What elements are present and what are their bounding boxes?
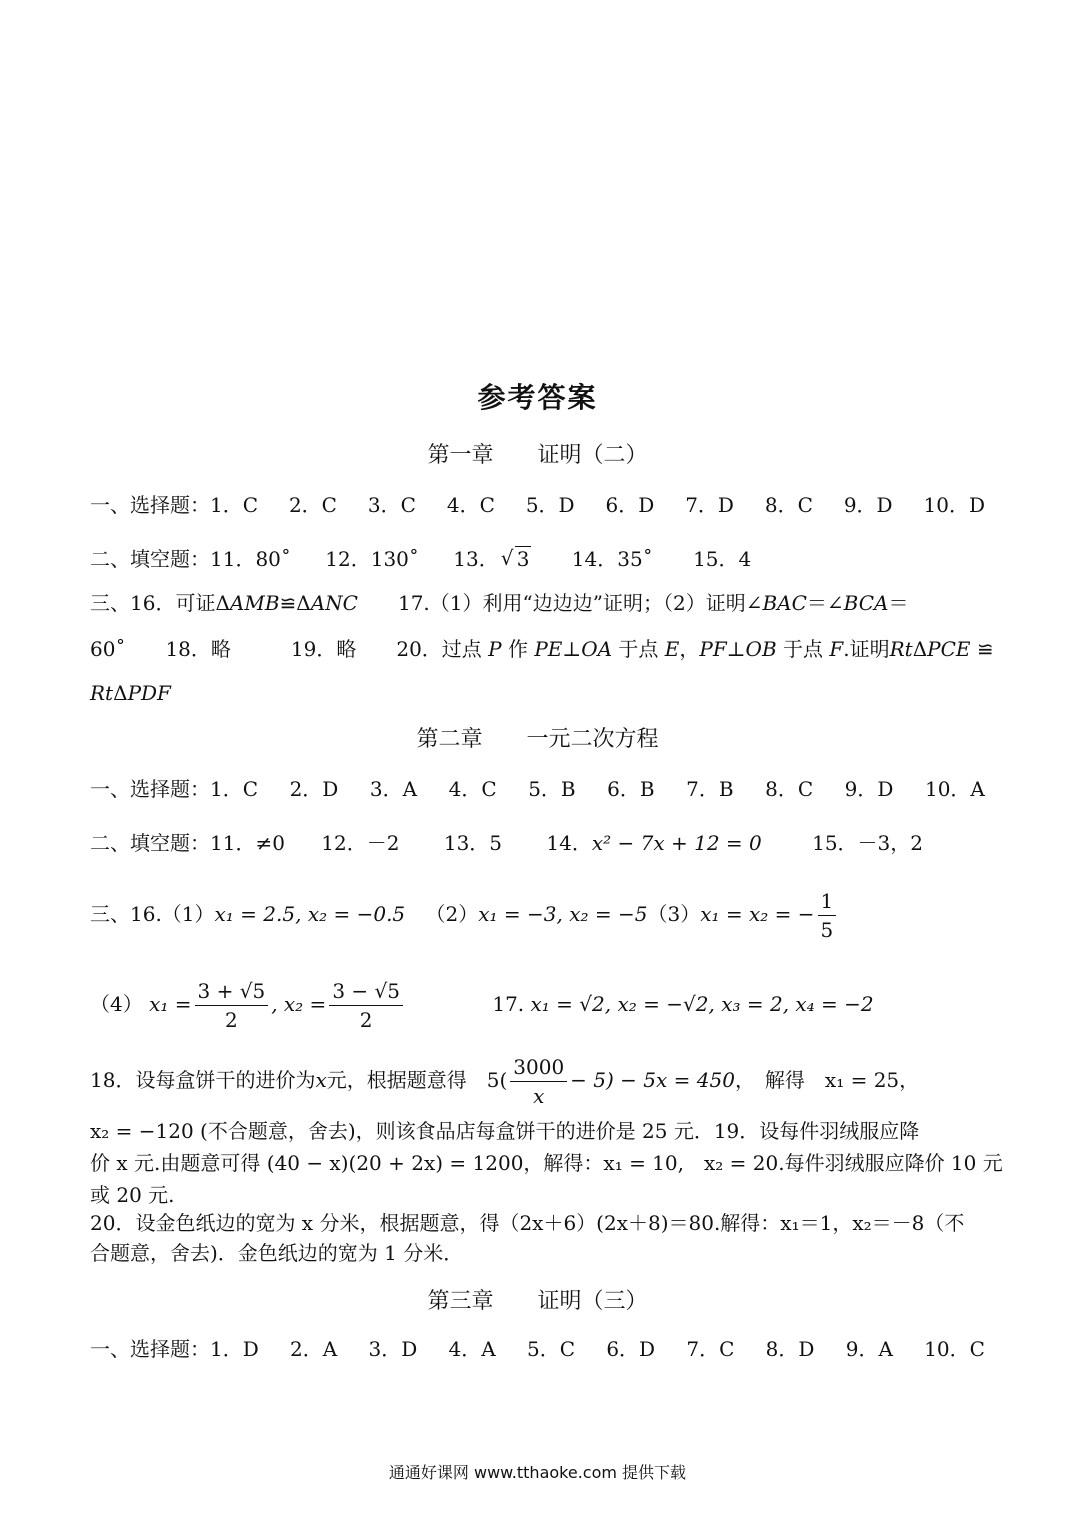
ch2-choice-item: 2．D [289,777,339,801]
ch2-q16-line1: 三、16.（1）x₁ = 2.5, x₂ = −0.5 （2）x₁ = −3, x₂ = −5（3）x₁ = x₂ = − $\frac{1}{5}$ [90,886,839,946]
ch1-choice-item: 7．D [685,493,734,517]
fraction: $\frac{1}{5}$ [818,887,837,944]
ch2-choice-item: 3．A [369,777,418,801]
ch2-q19-line3: 价 x 元.由题意可得 (40 − x)(20 + 2x) = 1200，解得：x₁ = 10, x₂ = 20.每件羽绒服应降价 10 元 [90,1151,1003,1175]
ch1-choice-item: 3．C [367,493,416,517]
ch2-choice-item: 6．B [607,777,655,801]
ch1-choice-item: 9．D [843,493,893,517]
ch2-q20-line1: 20．设金色纸边的宽为 x 分米，根据题意，得（2x＋6）(2x＋8)＝80.解得：x₁＝1，x₂＝－8（不 [90,1211,965,1235]
ch1-choice-item: 一、选择题：1．C [90,493,259,517]
ch3-choice-item: 2．A [290,1337,338,1361]
fraction: $\frac{3 + √5}{2}$ [195,977,269,1034]
ch3-choice-item: 9．A [845,1337,893,1361]
ch1-fill-line: 二、填空题：11．80˚ 12．130˚ 13．√ 3 14．35˚ 15．4 [90,546,751,572]
ch1-choice-item: 8．C [764,493,813,517]
chapter-2-heading: 第二章 一元二次方程 [416,727,659,752]
ch3-choice-item: 7．C [686,1337,735,1361]
ch2-choice-item: 10．A [924,777,985,801]
chapter-1-heading: 第一章 证明（二） [427,443,648,468]
ch3-choice-item: 4．A [448,1337,496,1361]
page-title: 参考答案 [477,381,598,414]
ch1-choice-line [90,492,985,518]
fraction: $\frac{3 - √5}{2}$ [329,977,403,1034]
ch1-choice-item: 4．C [446,493,495,517]
ch1-choice-item: 2．C [288,493,337,517]
ch2-choice-item: 7．B [686,777,734,801]
ch3-choice-item: 10．C [924,1337,985,1361]
ch3-choice-item: 8．D [765,1337,815,1361]
ch2-fill-line: 二、填空题：11．≠0 12．－2 13．5 14．x² − 7x + 12 = 0 15．－3，2 [90,831,924,855]
ch2-choice-line [90,776,985,802]
ch2-choice-item: 4．C [448,777,497,801]
sqrt-symbol: √ 3 [501,546,532,572]
ch2-q20-line2: 合题意，舍去)．金色纸边的宽为 1 分米． [90,1241,464,1265]
ch2-q16-line2: （4） x₁ = $\frac{3 + √5}{2}$ , x₂ = $\frac{3 - √5}{2}$ 17. x₁ = √2, x₂ = −√2, x₃ = 2, x₄ = −2 [90,979,874,1032]
fraction: $\frac{3000}{x}$ [510,1053,567,1110]
ch1-part3-line1: 三、16．可证ΔAMB≌ΔANC 17.（1）利用“边边边”证明；（2）证明∠BAC＝∠BCA＝ [90,591,909,615]
ch1-choice-item: 10．D [923,493,985,517]
ch2-choice-item: 8．C [765,777,814,801]
ch2-q18-line1: 18．设每盒饼干的进价为x元，根据题意得 5( $\frac{3000}{x}$ − 5) − 5x = 450， 解得 x₁ = 25， [90,1055,920,1108]
ch3-choice-item: 一、选择题：1．D [90,1337,259,1361]
ch2-choice-item: 5．B [528,777,576,801]
footer-credit: 通通好课网 www.tthaoke.com 提供下载 [388,1463,687,1482]
ch2-choice-item: 9．D [844,777,894,801]
chapter-3-heading: 第三章 证明（三） [427,1289,648,1314]
ch1-part3-line3: RtΔPDF [90,681,171,705]
ch1-part3-line2: 60˚ 18．略 19．略 20．过点 P 作 PE⊥OA 于点 E，PF⊥OB 于点 F.证明RtΔPCE ≌ [90,637,994,661]
ch1-choice-item: 5．D [525,493,575,517]
ch2-q18-line2: x₂ = −120 (不合题意，舍去)，则该食品店每盒饼干的进价是 25 元．19．设每件羽绒服应降 [90,1119,920,1143]
ch1-choice-item: 6．D [605,493,655,517]
ch3-choice-item: 5．C [527,1337,576,1361]
ch3-choice-item: 3．D [368,1337,418,1361]
ch2-choice-item: 一、选择题：1．C [90,777,259,801]
ch3-choice-item: 6．D [606,1337,656,1361]
ch2-q19-line4: 或 20 元. [90,1183,175,1207]
ch3-choice-line [90,1336,985,1362]
